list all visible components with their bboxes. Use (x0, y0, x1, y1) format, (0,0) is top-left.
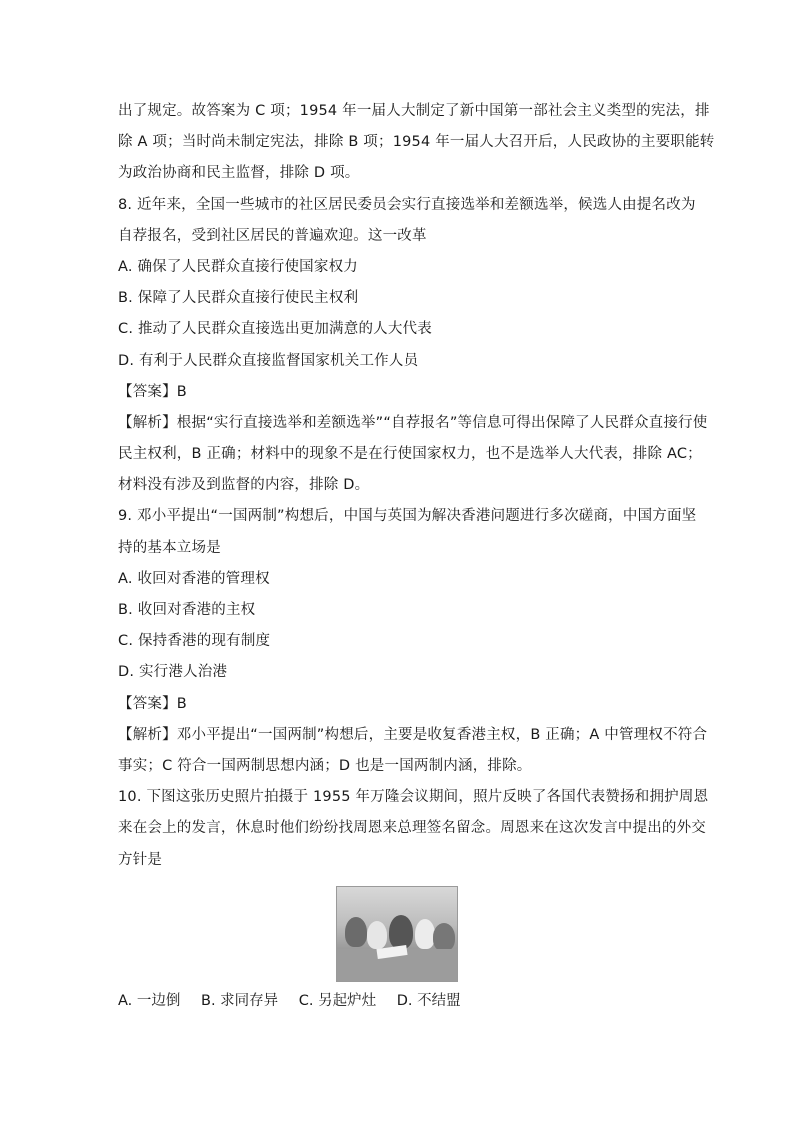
question-9-option-c: C. 保持香港的现有制度 (118, 633, 271, 650)
question-10-options (118, 986, 678, 1017)
question-8-analysis: 民主权利，B 正确；材料中的现象不是在行使国家权力，也不是选举人大代表，排除 AC； (118, 446, 702, 463)
question-10-option-a: A. 一边倒 (118, 992, 181, 1009)
question-9-analysis: 【解析】邓小平提出“一国两制”构想后，主要是收复香港主权，B 正确；A 中管理权不符合 (118, 726, 708, 743)
question-8-stem: 8. 近年来，全国一些城市的社区居民委员会实行直接选举和差额选举，候选人由提名改为 (118, 196, 696, 213)
question-9-analysis: 事实；C 符合一国两制思想内涵；D 也是一国两制内涵，排除。 (118, 757, 532, 774)
question-10-stem: 来在会上的发言，休息时他们纷纷找周恩来总理签名留念。周恩来在这次发言中提出的外交 (118, 820, 706, 837)
question-9-stem: 9. 邓小平提出“一国两制”构想后，中国与英国为解决香港问题进行多次磋商，中国方面坚 (118, 508, 697, 525)
question-9-stem: 持的基本立场是 (118, 539, 221, 556)
question-8-analysis: 【解析】根据“实行直接选举和差额选举”“自荐报名”等信息可得出保障了人民群众直接行使 (118, 414, 708, 431)
question-10-option-c: C. 另起炉灶 (298, 992, 377, 1009)
question-8-analysis: 材料没有涉及到监督的内容，排除 D。 (118, 477, 370, 494)
question-9-option-b: B. 收回对香港的主权 (118, 602, 256, 618)
historical-photo-image (336, 886, 458, 982)
text-line: 除 A 项；当时尚未制定宪法，排除 B 项；1954 年一届人大召开后，人民政协的主要职能转 (118, 134, 715, 151)
question-8-option-a: A. 确保了人民群众直接行使国家权力 (118, 258, 358, 275)
question-8-option-d: D. 有利于人民群众直接监督国家机关工作人员 (118, 352, 419, 369)
question-9-option-d: D. 实行港人治港 (118, 664, 228, 681)
question-10-option-d: D. 不结盟 (396, 992, 461, 1009)
question-8-option-c: C. 推动了人民群众直接选出更加满意的人大代表 (118, 321, 432, 338)
question-9-answer: 【答案】B (118, 695, 187, 712)
photo-container (118, 884, 678, 984)
question-10-stem: 方针是 (118, 851, 163, 868)
document-page (118, 96, 715, 1017)
text-line: 出了规定。故答案为 C 项；1954 年一届人大制定了新中国第一部社会主义类型的宪法，排 (118, 103, 710, 119)
question-10-stem: 10. 下图这张历史照片拍摄于 1955 年万隆会议期间，照片反映了各国代表赞扬和拥护周恩 (118, 789, 709, 806)
text-line: 为政治协商和民主监督，排除 D 项。 (118, 165, 360, 182)
question-8-answer: 【答案】B (118, 383, 187, 400)
question-9-option-a: A. 收回对香港的管理权 (118, 570, 270, 587)
question-8-stem: 自荐报名，受到社区居民的普遍欢迎。这一改革 (118, 227, 427, 244)
question-10-option-b: B. 求同存异 (201, 992, 279, 1009)
question-8-option-b: B. 保障了人民群众直接行使民主权利 (118, 290, 359, 307)
